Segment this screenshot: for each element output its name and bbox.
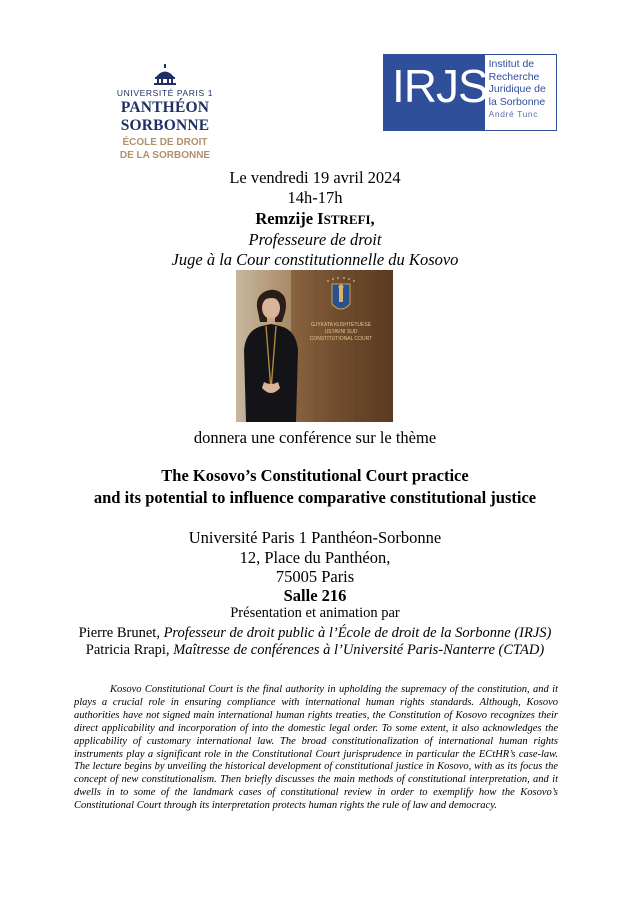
logo-ecole-line: ÉCOLE DE DROIT (122, 137, 208, 148)
lecture-intro: donnera une conférence sur le thème (193, 428, 437, 447)
venue-line-2: 12, Place du Panthéon, (239, 548, 391, 567)
speaker-comma: , (370, 209, 375, 228)
host-1 (0, 625, 630, 642)
irjs-logo (383, 54, 557, 131)
abstract-text: Kosovo Constitutional Court is the final authority in upholding the supremacy of the constitution, and it plays a crucial role in ensuring compliance with international human rights standards. Although, Kosovo authorities have not signed main international human rights treaties, the Constitution of Kosovo recognizes their direct applicability and incorporation of into the domestic legal order. To some extent, it also acknowledges the applicability of customary international law. The broad constitutionalization of international human rights instruments play a significant role in the Constitutional Court jurisprudence in particular the ECtHR’s case-law. The lecture begins by unveiling the historical development of constitutional justice in Kosovo, with as its focus the concept of new constitutionalism. Then briefly discusses the main methods of constitutional interpretation, and it dwells in to some of the landmark cases of constitutional review in order to exemplify how the Kosovo’s Constitutional Court through its interpretation protects human rights the rule of law and democracy. (74, 684, 558, 812)
speaker-photo-illustration (236, 270, 393, 422)
pantheon-dome-icon (152, 64, 178, 86)
host-1-role: Professeur de droit public à l’École de droit de la Sorbonne (IRJS) (163, 625, 552, 641)
speaker-role-1: Professeure de droit (248, 230, 382, 249)
irjs-line: André Tunc (488, 109, 539, 119)
lecture-title-line-2: and its potential to influence comparative constitutional justice (93, 488, 537, 507)
plaque-line: GJYKATA KUSHTETUESE (310, 322, 372, 328)
speaker-photo (236, 270, 393, 422)
irjs-line: Juridique de (488, 83, 546, 95)
venue-line-3: 75005 Paris (275, 567, 355, 586)
irjs-line: Institut de (488, 58, 535, 70)
logo-university-line: UNIVERSITÉ PARIS 1 (116, 88, 214, 98)
speaker-first: Remzije I (255, 209, 324, 228)
speaker-role-2: Juge à la Cour constitutionnelle du Kosovo (171, 250, 459, 269)
irjs-acronym: IRJS (392, 60, 488, 112)
logo-pantheon-line: PANTHÉON SORBONNE (120, 99, 210, 134)
event-time: 14h-17h (287, 188, 343, 207)
speaker-last-rest: STREFI (323, 212, 371, 227)
plaque-line: CONSTITUTIONAL COURT (309, 336, 373, 342)
presentation-heading: Présentation et animation par (230, 605, 400, 621)
irjs-logo-box (384, 55, 488, 130)
pantheon-sorbonne-logo (80, 64, 250, 161)
lecture-title-line-1: The Kosovo’s Constitutional Court practice (161, 466, 469, 485)
venue-room: Salle 216 (283, 586, 347, 605)
speaker-name (0, 209, 630, 229)
lecture-abstract (74, 684, 558, 813)
host-2-role: Maîtresse de conférences à l’Université Paris-Nanterre (CTAD) (173, 642, 545, 658)
irjs-line: Recherche (488, 70, 540, 83)
event-date: Le vendredi 19 avril 2024 (229, 168, 401, 187)
logo-sorbonne-line: DE LA SORBONNE (119, 150, 211, 161)
host-2 (0, 642, 630, 659)
host-1-name: Pierre Brunet, (78, 625, 164, 641)
host-2-name: Patricia Rrapi, (85, 642, 174, 658)
irjs-logo-text (485, 55, 556, 130)
plaque-line: USTAVNI SUD (324, 329, 358, 335)
irjs-line: la Sorbonne (488, 95, 546, 108)
venue-line-1: Université Paris 1 Panthéon-Sorbonne (188, 528, 442, 547)
